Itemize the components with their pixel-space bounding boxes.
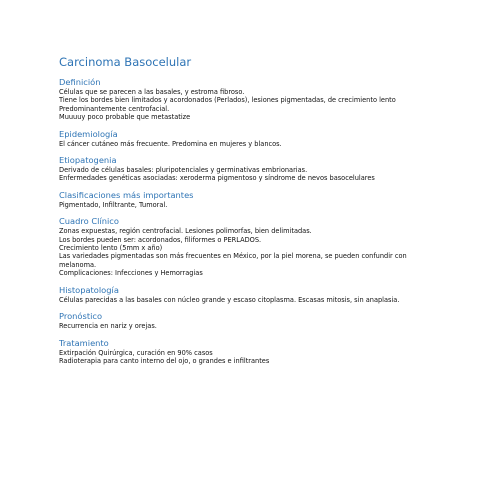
section-text-line: Células parecidas a las basales con núcleo grande y escaso citoplasma. Escasas mitosis, sin anaplasia. (59, 295, 400, 304)
section-text-line: Muuuuy poco probable que metastatize (59, 113, 191, 122)
section-text-line: Crecimiento lento (5mm x año) (59, 244, 163, 253)
section-text-line: Complicaciones: Infecciones y Hemorragias (59, 269, 203, 278)
section-tratamiento (59, 338, 455, 366)
section-heading: Epidemiología (59, 128, 118, 139)
section-text-line: Tiene los bordes bien limitados y acordonados (Perlados), lesiones pigmentadas, de crecimiento lento (59, 96, 396, 105)
section-text-line: Derivado de células basales: pluripotenciales y germinativas embrionarias. (59, 166, 308, 175)
section-histopatologia (59, 285, 455, 304)
section-text-line: El cáncer cutáneo más frecuente. Predomina en mujeres y blancos. (59, 139, 282, 148)
section-heading: Cuadro Clínico (59, 216, 119, 227)
section-clasificaciones-mas-importantes (59, 190, 455, 209)
document-title: Carcinoma Basocelular (59, 55, 192, 69)
section-text-line: Pigmentado, Infiltrante, Tumoral. (59, 200, 168, 209)
section-text-line: Enfermedades genéticas asociadas: xeroderma pigmentoso y síndrome de nevos basocelulares (59, 174, 375, 183)
section-text-line: Células que se parecen a las basales, y estroma fibroso. (59, 88, 245, 96)
section-text-line: Radioterapia para canto interno del ojo, o grandes e infiltrantes (59, 356, 270, 365)
section-text-line: Zonas expuestas, región centrofacial. Lesiones polimorfas, bien delimitadas. (59, 227, 312, 236)
section-definicion (59, 77, 455, 122)
section-cuadro-clinico (59, 216, 455, 277)
sections-container (59, 77, 455, 365)
section-heading: Histopatología (59, 284, 119, 295)
section-epidemiologia (59, 129, 455, 148)
section-heading: Etiopatogenia (59, 155, 117, 166)
section-heading: Definición (59, 77, 101, 87)
section-heading: Pronóstico (59, 311, 103, 322)
section-text-line: Los bordes pueden ser: acordonados, filiformes o PERLADOS. (59, 235, 262, 244)
section-heading: Clasificaciones más importantes (59, 189, 194, 200)
section-text-line: melanoma. (59, 260, 97, 269)
section-heading: Tratamiento (59, 337, 109, 348)
section-text-line: Recurrencia en nariz y orejas. (59, 322, 157, 331)
section-pronostico (59, 311, 455, 330)
section-etiopatogenia (59, 155, 455, 183)
section-text-line: Predominantemente centrofacial. (59, 104, 170, 113)
section-text-line: Las variedades pigmentadas son más frecuentes en México, por la piel morena, se pueden confundir con (59, 252, 407, 261)
section-text-line: Extirpación Quirúrgica, curación en 90% casos (59, 348, 213, 357)
